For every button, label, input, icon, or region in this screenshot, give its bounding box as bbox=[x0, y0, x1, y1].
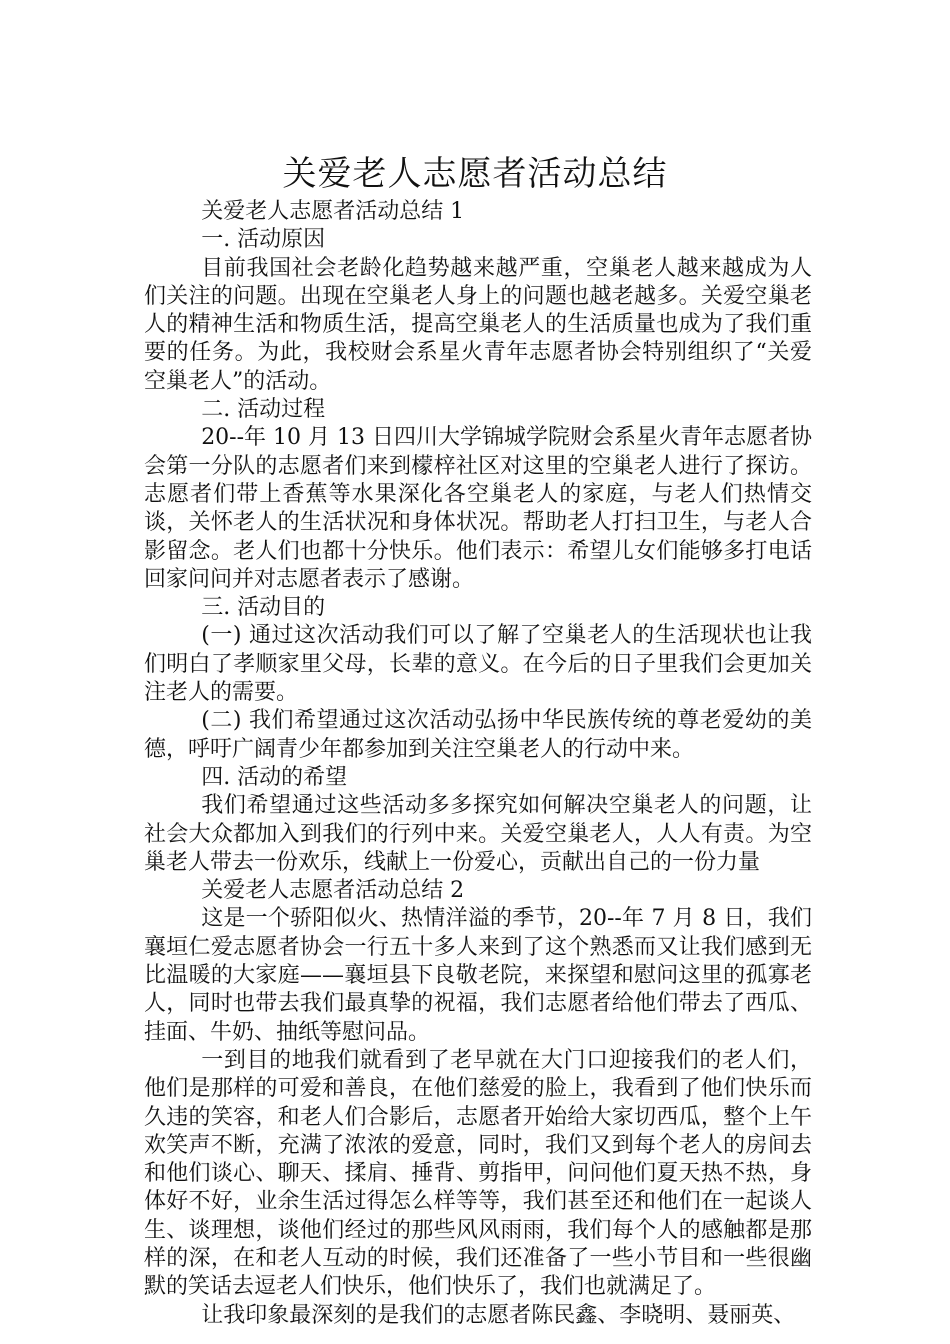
section-heading-summary-1: 关爱老人志愿者活动总结 1 bbox=[201, 199, 465, 224]
heading-activity-process: 二. 活动过程 bbox=[201, 397, 326, 423]
paragraph-purpose-1: (一) 通过这次活动我们可以了解了空巢老人的生活现状也让我们明白了孝顺家里父母，长辈的意义。在今后的日子里我们会更加关注老人的需要。 bbox=[144, 623, 812, 706]
paragraph-purpose-2: (二) 我们希望通过这次活动弘扬中华民族传统的尊老爱幼的美德，呼吁广阔青少年都参加到关注空巢老人的行动中来。 bbox=[144, 708, 812, 762]
section-heading-summary-2: 关爱老人志愿者活动总结 2 bbox=[201, 878, 465, 904]
heading-activity-purpose: 三. 活动目的 bbox=[201, 595, 326, 621]
paragraph-process: 20--年 10 月 13 日四川大学锦城学院财会系星火青年志愿者协会第一分队的志愿者们来到檬梓社区对这里的空巢老人进行了探访。志愿者们带上香蕉等水果深化各空巢老人的家庭，与老人们热情交谈，关怀老人的生活状况和身体状况。帮助老人打扫卫生，与老人合影留念。老人们也都十分快乐。他们表示：希望儿女们能够多打电话回家问问并对志愿者表示了感谢。 bbox=[144, 425, 813, 592]
document-title: 关爱老人志愿者活动总结 bbox=[282, 153, 668, 194]
paragraph-summary-2-intro: 这是一个骄阳似火、热情洋溢的季节，20--年 7 月 8 日，我们襄垣仁爱志愿者协会一行五十多人来到了这个熟悉而又让我们感到无比温暖的大家庭——襄垣县下良敬老院，来探望和慰问这里的孤寡老人，同时也带去我们最真挚的祝福，我们志愿者给他们带去了西瓜、挂面、牛奶、抽纸等慰问品。 bbox=[144, 906, 812, 1045]
paragraph-reason: 目前我国社会老龄化趋势越来越严重，空巢老人越来越成为人们关注的问题。出现在空巢老人身上的问题也越老越多。关爱空巢老人的精神生活和物质生活，提高空巢老人的生活质量也成为了我们重要的任务。为此，我校财会系星火青年志愿者协会特别组织了“关爱空巢老人”的活动。 bbox=[144, 255, 812, 394]
heading-activity-hope: 四. 活动的希望 bbox=[201, 764, 348, 790]
paragraph-summary-2-visit: 一到目的地我们就看到了老早就在大门口迎接我们的老人们，他们是那样的可爱和善良，在他们慈爱的脸上，我看到了他们快乐而久违的笑容，和老人们合影后，志愿者开始给大家切西瓜，整个上午欢笑声不断，充满了浓浓的爱意，同时，我们又到每个老人的房间去和他们谈心、聊天、揉肩、捶背、剪指甲，问问他们夏天热不热，身体好不好，业余生活过得怎么样等等，我们甚至还和他们在一起谈人生、谈理想，谈他们经过的那些风风雨雨，我们每个人的感触都是那样的深，在和老人互动的时候，我们还准备了一些小节目和一些很幽默的笑话去逗老人们快乐，他们快乐了，我们也就满足了。 bbox=[144, 1047, 812, 1300]
paragraph-hope: 我们希望通过这些活动多多探究如何解决空巢老人的问题，让社会大众都加入到我们的行列中来。关爱空巢老人，人人有责。为空巢老人带去一份欢乐，线献上一份爱心，贡献出自己的一份力量 bbox=[144, 793, 812, 875]
document-body bbox=[144, 198, 812, 1330]
paragraph-summary-2-impression: 让我印象最深刻的是我们的志愿者陈民鑫、李晓明、聂丽英、 bbox=[201, 1302, 796, 1328]
heading-activity-reason: 一. 活动原因 bbox=[201, 227, 326, 253]
